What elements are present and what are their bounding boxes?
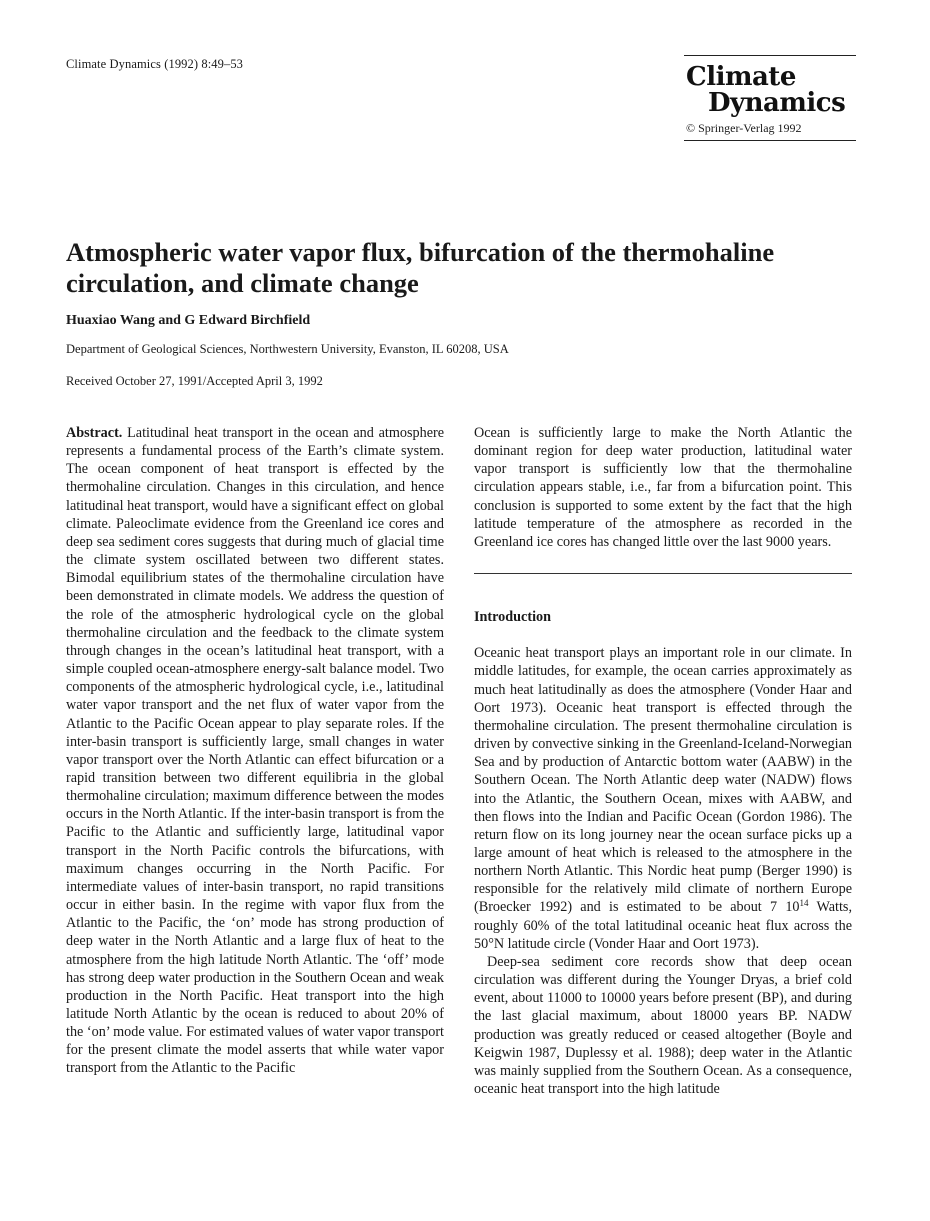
abstract-paragraph bbox=[66, 424, 444, 1078]
intro-p1-text-end: Watts, roughly 60% of the total latitudinal oceanic heat flux across the 50°N latitude circle (Vonder Haar and Oort 1973). bbox=[474, 899, 853, 952]
journal-logo bbox=[684, 55, 856, 141]
logo-word-climate: Climate bbox=[686, 62, 796, 92]
exponent: 14 bbox=[799, 898, 809, 909]
logo-top-rule bbox=[684, 55, 856, 56]
intro-p1-text: Oceanic heat transport plays an important role in our climate. In middle latitudes, for example, the ocean carries approximately as much heat latitudinally as does the atmosphere (Vonder Haar and Oort 1973). Oceanic heat transport is effected through the thermohaline circulation. The present thermohaline circulation is driven by convective sinking in the Greenland-Iceland-Norwegian Sea and by production of Antarctic bottom water (AABW) in the Southern Ocean. The North Atlantic deep water (NADW) flows into the Atlantic, the Southern Ocean, mixes with AABW, and then flows into the Indian and Pacific Ocean (Gordon 1986). The return flow on its long journey near the ocean surface picks up a large amount of heat which is released to the atmosphere in the northern North Atlantic. This Nordic heat pump (Berger 1990) is responsible for the relatively mild climate of northern Europe (Broecker 1992) and is estimated to be about 7 10 bbox=[474, 645, 852, 916]
logo-word-dynamics: Dynamics bbox=[708, 88, 846, 118]
left-column bbox=[66, 424, 444, 1078]
abstract-label: Abstract. bbox=[66, 425, 123, 441]
abstract-continuation: Ocean is sufficiently large to make the North Atlantic the dominant region for deep water production, latitudinal water vapor transport is sufficiently low that the thermohaline circulation appears stable, i.e., far from a bifurcation point. This conclusion is supported to some extent by the fact that the high latitude temperature of the atmosphere as recorded in the Greenland ice cores has changed little over the last 9000 years. bbox=[474, 425, 852, 550]
affiliation: Department of Geological Sciences, Northwestern University, Evanston, IL 60208, USA bbox=[66, 342, 509, 356]
logo-bottom-rule bbox=[684, 140, 856, 141]
right-column bbox=[474, 424, 852, 1098]
received-dates: Received October 27, 1991/Accepted April 3, 1992 bbox=[66, 374, 323, 388]
section-divider bbox=[474, 573, 852, 574]
copyright-notice: © Springer-Verlag 1992 bbox=[686, 121, 802, 135]
article-title: Atmospheric water vapor flux, bifurcation of the thermohaline circulation, and climate change bbox=[66, 237, 775, 298]
journal-citation: Climate Dynamics (1992) 8:49–53 bbox=[66, 57, 244, 71]
authors: Huaxiao Wang and G Edward Birchfield bbox=[66, 313, 311, 328]
introduction-paragraph-2: Deep-sea sediment core records show that deep ocean circulation was different during the Younger Dryas, a brief cold event, about 11000 to 10000 years before present (BP), and during the last glacial maximum, about 18000 years BP. NADW production was greatly reduced or ceased altogether (Boyle and Keigwin 1987, Duplessy et al. 1988); deep water in the Atlantic was mainly supplied from the Southern Ocean. As a consequence, oceanic heat transport into the high latitude bbox=[474, 953, 852, 1097]
abstract-text: Latitudinal heat transport in the ocean and atmosphere represents a fundamental process of the Earth’s climate system. The ocean component of heat transport is effected by the thermohaline circulation. Changes in this circulation, and hence latitudinal heat transport, would have a significant effect on global climate. Paleoclimate evidence from the Greenland ice cores and deep sea sediment cores suggests that during much of glacial time the climate system oscillated between two different states. Bimodal equilibrium states of the thermohaline circulation have been demonstrated in climate models. We address the question of the role of the atmospheric hydrological cycle on the global thermohaline circulation and the feedback to the climate system through changes in the ocean’s latitudinal heat transport, with a simple coupled ocean-atmosphere energy-salt balance model. Two components of the atmospheric hydrological cycle, i.e., latitudinal water vapor transport and the net flux of water vapor from the Atlantic to the Pacific Ocean appear to play separate roles. If the inter-basin transport is sufficiently large, small changes in water vapor transport over the North Atlantic can effect bifurcation or a rapid transition between two different equilibria in the global thermohaline circulation; maximum difference between the modes occurs in the North Atlantic. If the inter-basin transport is from the Pacific to the Atlantic and sufficiently large, latitudinal vapor transport in the North Pacific controls the bifurcations, with maximum changes occurring in the North Pacific. For intermediate values of inter-basin transport, no rapid transitions occur in either basin. In the regime with vapor flux from the Atlantic to the Pacific, the ‘on’ mode has strong production of deep water in the North Atlantic and a large flux of heat to the atmosphere from the high latitude North Atlantic. The ‘off’ mode has strong deep water production in the Southern Ocean and weak production in the North Pacific. Heat transport into the high latitude North Atlantic by the ocean is reduced to about 20% of the ‘on’ mode value. For estimated values of water vapor transport for the present climate the model asserts that while water vapor transport from the Atlantic to the Pacific bbox=[66, 425, 445, 1077]
introduction-paragraph-1 bbox=[474, 644, 852, 953]
introduction-heading: Introduction bbox=[474, 609, 551, 626]
